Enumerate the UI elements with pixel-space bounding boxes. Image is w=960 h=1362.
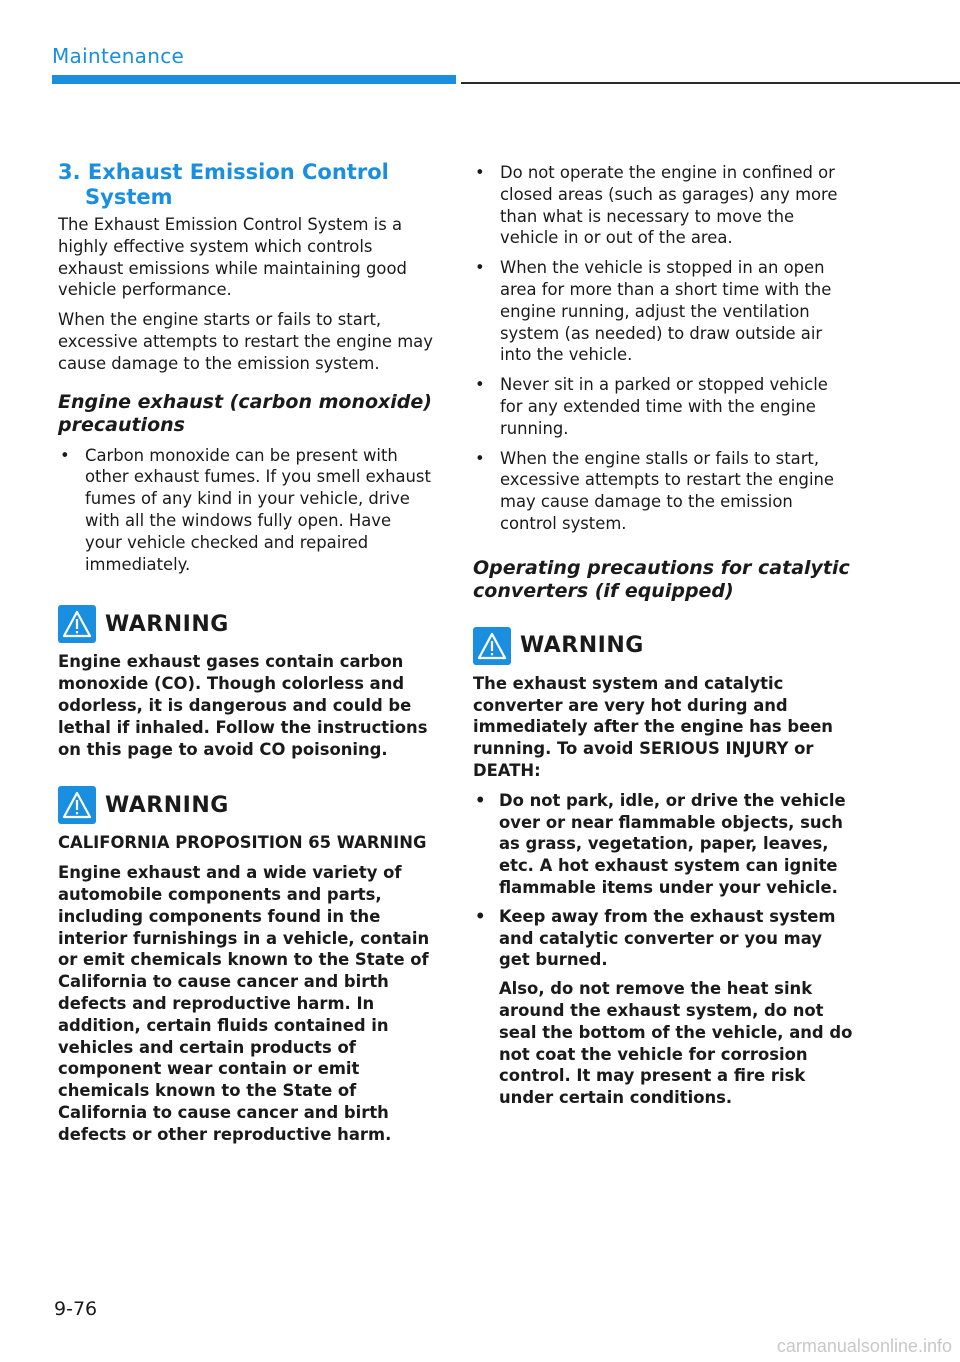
bullet-list — [58, 445, 433, 576]
warning-text: Also, do not remove the heat sink around the exhaust system, do not seal the bottom of the vehicle, and do not coat the vehicle for corrosion control. It may present a fire risk under certain conditions. — [499, 979, 853, 1108]
warning-triangle-icon — [58, 605, 96, 643]
header-rule-accent — [52, 75, 456, 84]
header-rule — [461, 82, 960, 84]
page-number: 9-76 — [54, 1298, 98, 1320]
watermark: carmanualsonline.info — [776, 1336, 952, 1356]
paragraph: When the engine starts or fails to start, excessive attempts to restart the engine may cause damage to the emission system. — [58, 310, 433, 373]
warning-bullet-list — [473, 790, 853, 971]
bullet-icon: • — [60, 445, 70, 465]
subheading: Operating precautions for catalytic converters (if equipped) — [473, 556, 850, 602]
list-item: • Do not operate the engine in confined or closed areas (such as garages) any more than what is necessary to move the vehicle in or out of the area. — [475, 163, 838, 248]
bullet-list — [473, 162, 853, 535]
section-label: Maintenance — [52, 44, 185, 68]
warning-text: The exhaust system and catalytic converter are very hot during and immediately after the engine has been running. To avoid SERIOUS INJURY or DEATH: — [473, 673, 833, 780]
bullet-icon: • — [475, 790, 486, 810]
list-item: • Carbon monoxide can be present with other exhaust fumes. If you smell exhaust fumes of any kind in your vehicle, drive with all the windows fully open. Have your vehicle checked and repaired immediately. — [60, 445, 431, 574]
warning-title: WARNING — [105, 792, 229, 818]
warning-triangle-icon — [473, 627, 511, 665]
warning-heading: CALIFORNIA PROPOSITION 65 WARNING — [58, 833, 427, 853]
list-item: • When the engine stalls or fails to start, excessive attempts to restart the engine may cause damage to the emission control system. — [475, 448, 834, 533]
list-item: • Keep away from the exhaust system and catalytic converter or you may get burned. — [475, 906, 836, 970]
bullet-icon: • — [475, 163, 485, 182]
warning-text: Engine exhaust and a wide variety of automobile components and parts, including components found in the interior furnishings in a vehicle, contain or emit chemicals known to the State of California to cause cancer and birth defects and reproductive harm. In addition, certain fluids contained in vehicles and certain products of component wear contain or emit chemicals known to the State of California to cause cancer and birth defects or other reproductive harm. — [58, 863, 430, 1144]
bullet-icon: • — [475, 906, 486, 926]
section-heading: 3. Exhaust Emission Control System — [58, 160, 389, 209]
warning-triangle-icon — [58, 786, 96, 824]
warning-header — [58, 605, 433, 643]
bullet-icon: • — [475, 258, 485, 278]
paragraph: The Exhaust Emission Control System is a highly effective system which controls exhaust emissions while maintaining good vehicle performance. — [58, 215, 407, 300]
bullet-icon: • — [475, 375, 485, 395]
list-item: • Never sit in a parked or stopped vehicle for any extended time with the engine running. — [475, 375, 828, 438]
warning-header — [473, 627, 853, 665]
warning-title: WARNING — [520, 633, 644, 659]
list-item: • When the vehicle is stopped in an open area for more than a short time with the engine running, adjust the ventilation system (as needed) to draw outside air into the vehicle. — [475, 258, 832, 365]
right-column — [473, 162, 853, 1109]
bullet-icon: • — [475, 448, 485, 468]
warning-header — [58, 786, 433, 824]
warning-title: WARNING — [105, 611, 229, 637]
subheading: Engine exhaust (carbon monoxide) precautions — [58, 390, 432, 436]
warning-text: Engine exhaust gases contain carbon monoxide (CO). Though colorless and odorless, it is dangerous and could be lethal if inhaled. Follow the instructions on this page to avoid CO poisoning. — [58, 652, 428, 759]
left-column — [58, 160, 433, 1154]
list-item: • Do not park, idle, or drive the vehicle over or near flammable objects, such as grass, vegetation, paper, leaves, etc. A hot exhaust system can ignite flammable items under your vehicle. — [475, 790, 846, 897]
